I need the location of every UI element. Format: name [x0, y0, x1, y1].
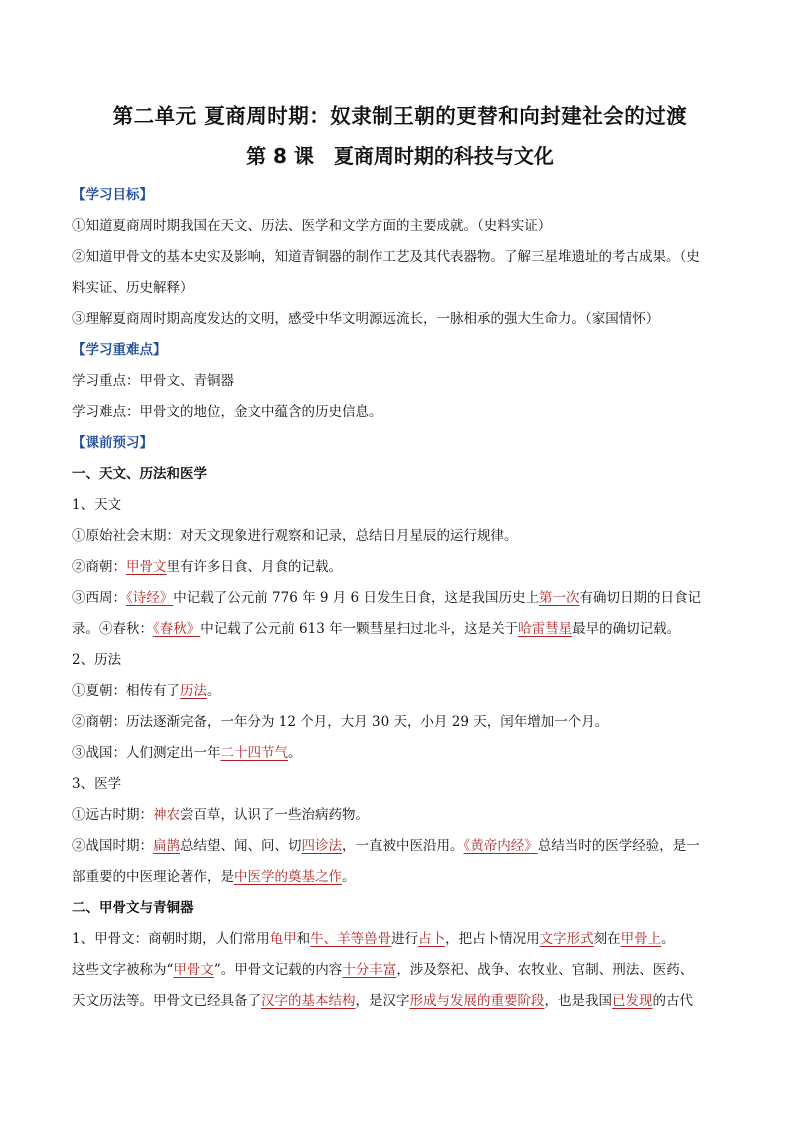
answer: 哈雷彗星	[518, 621, 573, 637]
medicine-line-2: ②战国时期：扁鹊总结望、闻、问、切四诊法，一直被中医沿用。《黄帝内经》总结当时的医学经验，是一	[72, 838, 700, 854]
answer: 中医学的奠基之作	[234, 869, 342, 885]
oracle-line-2: 这些文字被称为“甲骨文”。甲骨文记载的内容十分丰富，涉及祭祀、战争、农牧业、官制、刑法、医药、	[72, 962, 694, 978]
answer: 汉字的基本结构	[261, 993, 356, 1009]
answer: 文字形式	[539, 931, 594, 947]
answer: 《诗经》	[126, 590, 174, 606]
goal-2-cont: 料实证、历史解释）	[72, 280, 194, 296]
answer: 历法	[180, 683, 207, 699]
key-point: 学习重点：甲骨文、青铜器	[72, 373, 234, 389]
answer: 甲骨文	[126, 559, 167, 575]
goal-2: ②知道甲骨文的基本史实及影响，知道青铜器的制作工艺及其代表器物。了解三星堆遗址的考古成果。（史	[72, 249, 700, 265]
section-2-heading: 二、甲骨文与青铜器	[72, 900, 194, 916]
medicine-heading: 3、医学	[72, 776, 122, 792]
goal-3: ③理解夏商周时期高度发达的文明，感受中华文明源远流长，一脉相承的强大生命力。（家国情怀）	[72, 311, 660, 327]
goal-1: ①知道夏商周时期我国在天文、历法、医学和文学方面的主要成就。（史料实证）	[72, 218, 552, 234]
answer: 形成与发展的重要阶段	[409, 993, 545, 1009]
difficult-point: 学习难点：甲骨文的地位，金文中蕴含的历史信息。	[72, 404, 383, 420]
answer: 已发现	[612, 993, 653, 1009]
answer: 甲骨上	[620, 931, 662, 947]
answer: 《春秋》	[153, 621, 201, 637]
calendar-line-1: ①夏朝：相传有了历法。	[72, 683, 221, 699]
oracle-line-3: 天文历法等。甲骨文已经具备了汉字的基本结构，是汉字形成与发展的重要阶段，也是我国已发现的古代	[72, 993, 693, 1009]
answer: 《黄帝内经》	[463, 838, 538, 854]
answer: 龟甲	[269, 931, 297, 947]
answer: 牛、羊等兽骨	[310, 931, 392, 947]
goals-heading: 【学习目标】	[72, 187, 153, 203]
calendar-heading: 2、历法	[72, 652, 122, 668]
answer: 第一次	[538, 590, 580, 606]
astronomy-line-4: 录。④春秋：《春秋》中记载了公元前 613 年一颗彗星扫过北斗，这是关于哈雷彗星最早的确切记载。	[72, 621, 681, 637]
answer: 占卜	[418, 931, 446, 947]
answer: 二十四节气	[220, 745, 288, 761]
answer: 甲骨文	[173, 962, 214, 978]
astronomy-line-2: ②商朝：甲骨文里有许多日食、月食的记载。	[72, 559, 342, 575]
astronomy-line-1: ①原始社会末期：对天文现象进行观察和记录，总结日月星辰的运行规律。	[72, 528, 518, 544]
preview-heading: 【课前预习】	[72, 435, 153, 451]
astronomy-line-3: ③西周：《诗经》中记载了公元前 776 年 9 月 6 日发生日食，这是我国历史上第一次有确切日期的日食记	[72, 590, 701, 606]
answer: 神农	[153, 807, 180, 823]
medicine-line-3: 部重要的中医理论著作，是中医学的奠基之作。	[72, 869, 356, 885]
keys-heading: 【学习重难点】	[72, 342, 167, 358]
medicine-line-1: ①远古时期：神农尝百草，认识了一些治病药物。	[72, 807, 369, 823]
unit-title: 第二单元 夏商周时期：奴隶制王朝的更替和向封建社会的过渡	[112, 104, 688, 128]
section-1-heading: 一、天文、历法和医学	[72, 466, 207, 482]
calendar-line-3: ③战国：人们测定出一年二十四节气。	[72, 745, 302, 761]
answer: 十分丰富	[342, 962, 397, 978]
lesson-title: 第 8 课 夏商周时期的科技与文化	[246, 144, 554, 168]
astronomy-heading: 1、天文	[72, 497, 122, 513]
answer: 四诊法	[301, 838, 342, 854]
document-page	[72, 100, 728, 1017]
oracle-line-1: 1、甲骨文：商朝时期，人们常用龟甲和牛、羊等兽骨进行占卜，把占卜情况用文字形式刻在甲骨上。	[72, 931, 675, 947]
answer: 扁鹊	[153, 838, 180, 854]
calendar-line-2: ②商朝：历法逐渐完备，一年分为 12 个月，大月 30 天，小月 29 天，闰年增加一个月。	[72, 714, 609, 730]
